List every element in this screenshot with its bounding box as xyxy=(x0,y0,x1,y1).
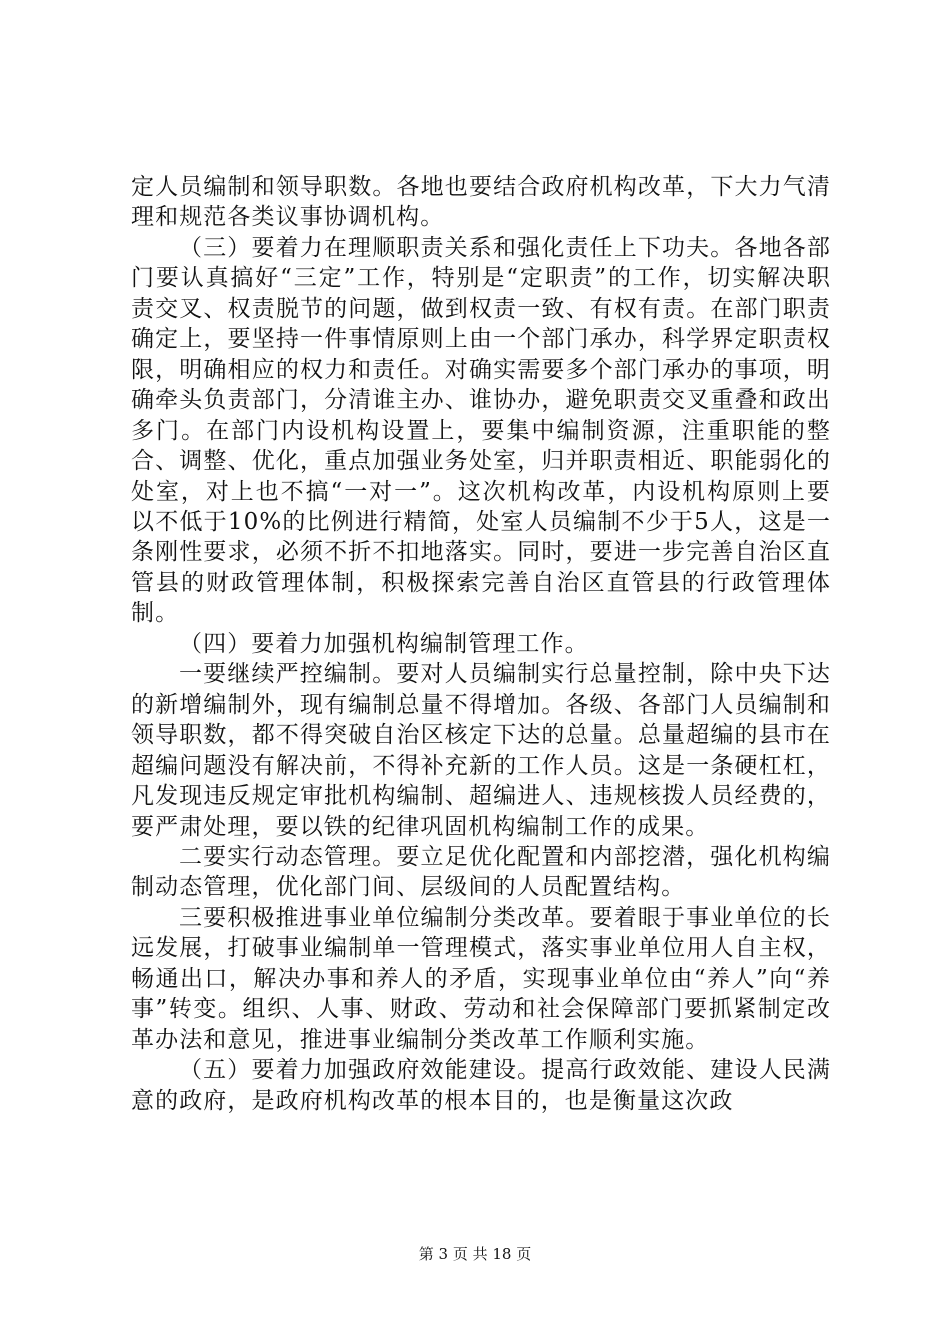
paragraph-section-4-heading: （四）要着力加强机构编制管理工作。 xyxy=(179,630,589,657)
paragraph-item-1: 一要继续严控编制。要对人员编制实行总量控制，除中央下达的新增编制外，现有编制总量不得增加。各级、各部门人员编制和领导职数，都不得突破自治区核定下达的总量。总量超编的县市在超编问题没有解决前，不得补充新的工作人员。这是一条硬杠杠，凡发现违反规定审批机构编制、超编进人、违规核拨人员经费的，要严肃处理，要以铁的纪律巩固机构编制工作的成果。 xyxy=(131,661,831,840)
paragraph-section-5: （五）要着力加强政府效能建设。提高行政效能、建设人民满意的政府，是政府机构改革的根本目的，也是衡量这次政 xyxy=(131,1057,831,1114)
paragraph-continuation: 定人员编制和领导职数。各地也要结合政府机构改革，下大力气清理和规范各类议事协调机构。 xyxy=(131,174,831,231)
document-body xyxy=(131,172,831,1116)
page-footer xyxy=(0,1244,950,1264)
paragraph-item-3: 三要积极推进事业单位编制分类改革。要着眼于事业单位的长远发展，打破事业编制单一管理模式，落实事业单位用人自主权，畅通出口，解决办事和养人的矛盾，实现事业单位由“养人”向“养事”转变。组织、人事、财政、劳动和社会保障部门要抓紧制定改革办法和意见，推进事业编制分类改革工作顺利实施。 xyxy=(131,904,831,1053)
page-number-label: 第 3 页 共 18 页 xyxy=(418,1245,532,1263)
paragraph-section-3: （三）要着力在理顺职责关系和强化责任上下功夫。各地各部门要认真搞好“三定”工作，特别是“定职责”的工作，切实解决职责交叉、权责脱节的问题，做到权责一致、有权有责。在部门职责确定上，要坚持一件事情原则上由一个部门承办，科学界定职责权限，明确相应的权力和责任。对确实需要多个部门承办的事项，明确牵头负责部门，分清谁主办、谁协办，避免职责交叉重叠和政出多门。在部门内设机构设置上，要集中编制资源，注重职能的整合、调整、优化，重点加强业务处室，归并职责相近、职能弱化的处室，对上也不搞“一对一”。这次机构改革，内设机构原则上要以不低于10%的比例进行精简，处室人员编制不少于5人，这是一条刚性要求，必须不折不扣地落实。同时，要进一步完善自治区直管县的财政管理体制，积极探索完善自治区直管县的行政管理体制。 xyxy=(131,234,831,627)
paragraph-item-2: 二要实行动态管理。要立足优化配置和内部挖潜，强化机构编制动态管理，优化部门间、层级间的人员配置结构。 xyxy=(131,843,831,901)
